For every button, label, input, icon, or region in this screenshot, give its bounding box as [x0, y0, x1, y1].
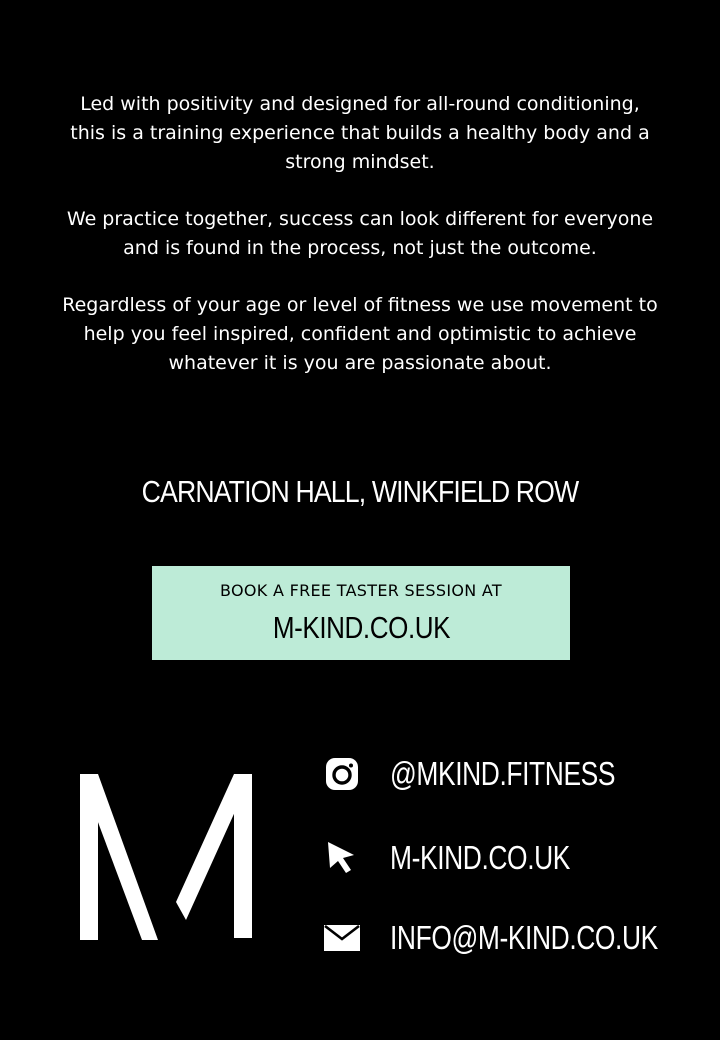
website-link[interactable]: M-KIND.CO.UK [390, 839, 570, 876]
contact-email[interactable] [324, 918, 658, 958]
booking-banner[interactable] [152, 566, 570, 660]
location-heading: CARNATION HALL, WINKFIELD ROW [141, 474, 579, 509]
booking-url[interactable]: M-KIND.CO.UK [272, 610, 450, 645]
instagram-icon [324, 756, 360, 792]
intro-paragraph-2: We practice together, success can look different for everyone and is found in the process, not just the outcome. [66, 208, 654, 259]
intro-paragraph-3: Regardless of your age or level of fitness we use movement to help you feel inspired, confident and optimistic to achieve whatever it is you are passionate about. [62, 294, 658, 374]
booking-text: BOOK A FREE TASTER SESSION AT [220, 581, 502, 600]
intro-paragraph-1: Led with positivity and designed for all-round conditioning, this is a training experience that builds a healthy body and a strong mindset. [70, 93, 650, 173]
m-logo-icon [80, 774, 252, 940]
contact-website[interactable] [324, 838, 570, 878]
email-link[interactable]: INFO@M-KIND.CO.UK [390, 919, 658, 956]
contact-instagram[interactable] [324, 754, 616, 794]
instagram-handle[interactable]: @MKIND.FITNESS [390, 755, 616, 792]
envelope-icon [324, 920, 360, 956]
cursor-icon [324, 840, 360, 876]
intro-text [60, 90, 660, 406]
